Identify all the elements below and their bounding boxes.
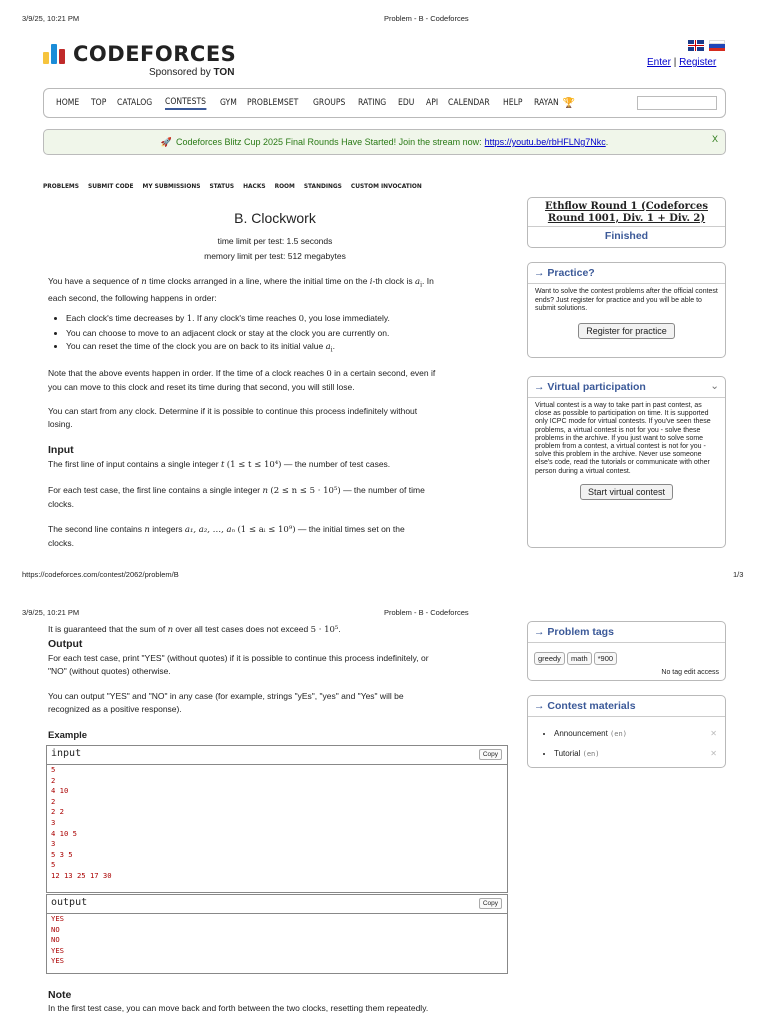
math-n: n [262, 486, 268, 496]
math-n: n [167, 625, 174, 635]
practice-title: → Practice? [528, 263, 725, 284]
tag-greedy[interactable]: greedy [534, 652, 565, 665]
auth-links [647, 57, 716, 68]
print-title-2: Problem - B - Codeforces [384, 608, 469, 617]
material-label[interactable]: Announcement [554, 729, 611, 738]
stmt-text: For each test case, print "YES" (without quotes) if it is possible to continue this process indefinitely, or [48, 653, 429, 663]
sample-output-label: output [51, 897, 88, 908]
logo-text: CODEFORCES [73, 42, 237, 66]
print-datetime: 3/9/25, 10:21 PM [22, 14, 80, 23]
math-a-range: (1 ≤ aᵢ ≤ 10⁹) [237, 525, 296, 535]
nav-search-input[interactable] [637, 96, 717, 110]
stmt-text: — the number of time [343, 485, 425, 495]
auth-separator: | [673, 57, 677, 68]
stmt-text: recognized as a positive response). [48, 704, 182, 714]
rocket-icon: 🚀 [160, 136, 172, 147]
sample-input-label: input [51, 748, 82, 759]
copy-input-button[interactable]: Copy [479, 749, 502, 760]
sample-output-lines [47, 914, 507, 967]
input-paragraph-1 [48, 458, 518, 472]
contest-title-link[interactable]: Ethflow Round 1 (Codeforces Round 1001, Div. 1 + Div. 2) [528, 198, 725, 227]
subnav-hacks[interactable]: HACKS [243, 182, 266, 190]
virtual-text: Virtual contest is a way to take part in past contest, as close as possible to participation on time. It is supported only ICPC mode for virtual contests. If you've seen these problems, a virtual contest is not for you - solve these problems in the archive. If you just want to solve some problem from a contest, a virtual contest is not for you - solve this problem in the archive. Never use someone else's code, read the tutorials or communicate with other person during a virtual contest. [535, 402, 711, 475]
statement-paragraph-3 [48, 405, 518, 431]
statement-paragraph-1: You have a sequence of n time clocks arranged in a line, where the initial time on the i-th clock is $a_i$. In each second, the following happens in order: [48, 276, 434, 303]
example-header: Example [48, 730, 88, 741]
guarantee-paragraph: It is guaranteed that the sum of n over all test cases does not exceed 5 · 10⁵. [48, 624, 341, 635]
time-limit: time limit per test: 1.5 seconds [217, 236, 333, 246]
subnav-room[interactable]: ROOM [274, 182, 295, 190]
banner-period: . [605, 137, 609, 147]
tag-rating-900[interactable]: *900 [594, 652, 617, 665]
stmt-text: For each test case, the first line contains a single integer [48, 485, 261, 495]
problem-title: B. Clockwork [234, 210, 316, 226]
tags-box [527, 621, 726, 681]
sample-line: 4 10 5 [51, 828, 77, 838]
memory-limit: memory limit per test: 512 megabytes [204, 251, 346, 261]
rule-item: • You can reset the time of the clock you are on back to its initial value $a_i$. [66, 340, 518, 357]
statement-paragraph-2 [48, 367, 518, 394]
remove-icon: ✕ [710, 729, 717, 738]
subnav-submit-code[interactable]: SUBMIT CODE [87, 182, 134, 190]
stmt-text: You can output "YES" and "NO" in any case (for example, strings "yEs", "yes" and "Yes" will be [48, 691, 404, 701]
print-url: https://codeforces.com/contest/2062/problem/B [22, 570, 179, 579]
math-a-list: a₁, a₂, …, aₙ [184, 525, 236, 535]
sample-line: YES [51, 956, 64, 966]
print-page: 1/3 [733, 570, 744, 579]
contest-box [527, 197, 726, 248]
stmt-text: -th clock is [372, 276, 413, 286]
logo-bars-icon [43, 44, 65, 64]
material-lang: (en) [582, 750, 600, 758]
enter-link[interactable]: Enter [647, 57, 671, 68]
practice-text: Want to solve the contest problems after the official contest ends? Just register for practice and you will be able to submit solutions. [535, 288, 718, 312]
announcement-banner [43, 129, 726, 155]
nav-item-edu[interactable]: EDU [398, 98, 415, 108]
rule-text: , you lose immediately. [304, 313, 390, 323]
math-zero: 0 [326, 369, 332, 379]
print-datetime-2: 3/9/25, 10:21 PM [22, 608, 80, 617]
sponsor-prefix: Sponsored by [149, 67, 211, 78]
sponsor-line [149, 67, 234, 78]
stmt-text: Note that the above events happen in order. If the time of a clock reaches [48, 368, 324, 378]
register-link[interactable]: Register [679, 57, 717, 68]
sample-line: YES [51, 914, 64, 923]
virtual-title-row[interactable] [528, 377, 725, 398]
stmt-text: You have a sequence of [48, 276, 139, 286]
nav-item-catalog[interactable]: CATALOG [116, 98, 153, 108]
sample-line: NO [51, 924, 60, 934]
note-text: In the first test case, you can move back and forth between the two clocks, resetting them repeatedly. [48, 1003, 429, 1013]
tags-note: No tag edit access [661, 669, 719, 676]
nav-item-top[interactable]: TOP [90, 98, 107, 108]
banner-link[interactable]: https://youtu.be/rbHFLNg7Nkc [484, 137, 606, 147]
sample-input-lines [47, 765, 507, 882]
banner-text: Codeforces Blitz Cup 2025 Final Rounds Have Started! Join the stream now: [175, 137, 482, 147]
virtual-box [527, 376, 726, 548]
stmt-text: losing. [48, 419, 73, 429]
stmt-text: clocks. [48, 538, 74, 548]
print-title: Problem - B - Codeforces [384, 14, 469, 23]
codeforces-logo[interactable] [43, 44, 236, 64]
tag-list [528, 643, 725, 666]
tag-math[interactable]: math [567, 652, 592, 665]
nav-item-rating[interactable]: RATING [358, 98, 387, 108]
rule-text: You can reset the time of the clock you are on back to its initial value [66, 341, 324, 351]
stmt-text: "NO" (without quotes) otherwise. [48, 666, 171, 676]
rule-item [66, 327, 518, 341]
input-paragraph-3 [48, 523, 518, 550]
stmt-text: It is guaranteed that the sum of [48, 624, 166, 634]
russian-flag-icon[interactable] [709, 40, 725, 51]
subnav-custom-invocation[interactable]: CUSTOM INVOCATION [350, 182, 422, 190]
sample-line: YES [51, 945, 64, 955]
math-zero: 0 [298, 314, 305, 324]
main-nav [43, 88, 726, 118]
nav-item-contests[interactable]: CONTESTS [165, 97, 206, 110]
input-paragraph-2 [48, 484, 518, 511]
nav-item-gym[interactable]: GYM [219, 98, 237, 108]
trophy-icon: 🏆 [562, 97, 575, 109]
tags-title: → Problem tags [528, 622, 725, 643]
remove-icon: ✕ [710, 749, 717, 758]
stmt-text: — the number of test cases. [283, 459, 391, 469]
materials-title: → Contest materials [528, 696, 725, 717]
nav-item-rayan[interactable]: RAYAN [534, 98, 559, 108]
rule-text: You can choose to move to an adjacent clock or stay at the clock you are currently on. [66, 327, 390, 338]
materials-box [527, 695, 726, 768]
rule-text: Each clock's time decreases by [66, 313, 185, 323]
sample-line: 5 3 5 [51, 849, 73, 859]
sample-line: 12 13 25 17 30 [51, 870, 112, 880]
nav-item-home[interactable]: HOME [56, 98, 80, 108]
sample-line: 2 [51, 775, 56, 785]
nav-item-api[interactable]: API [425, 98, 438, 108]
virtual-title: → Virtual participation [534, 381, 646, 393]
math-i: i [369, 277, 373, 287]
math-sum-limit: 5 · 10⁵ [310, 625, 339, 635]
sample-line: 2 [51, 796, 56, 806]
stmt-text: over all test cases does not exceed [175, 624, 309, 634]
nav-item-problemset[interactable]: PROBLEMSET [247, 98, 299, 108]
math-n-range: (2 ≤ n ≤ 5 · 10⁵) [270, 486, 341, 496]
start-virtual-button[interactable]: Start virtual contest [580, 484, 673, 500]
nav-item-help[interactable]: HELP [503, 98, 523, 108]
stmt-text: . In [422, 276, 434, 286]
math-t: t [220, 460, 225, 470]
material-lang: (en) [610, 730, 627, 738]
stmt-text: You can start from any clock. Determine if it is possible to continue this process indefinitely without [48, 406, 418, 416]
subnav-standings[interactable]: STANDINGS [303, 182, 342, 190]
sample-output-box [46, 894, 508, 974]
material-item[interactable] [554, 724, 717, 744]
nav-item-calendar[interactable]: CALENDAR [448, 98, 490, 108]
sample-line: 3 [51, 839, 56, 849]
output-paragraph [48, 652, 518, 678]
sample-line: 4 10 [51, 786, 69, 796]
sample-line: NO [51, 935, 60, 945]
case-paragraph [48, 690, 518, 716]
banner-close-button[interactable]: X [711, 134, 718, 144]
copy-output-button[interactable]: Copy [479, 898, 502, 909]
rule-text: . If any clock's time reaches [192, 313, 297, 323]
math-n: n [141, 277, 147, 287]
stmt-text: each second, the following happens in order: [48, 292, 217, 303]
stmt-text: The first line of input contains a single integer [48, 459, 219, 469]
sample-line: 5 [51, 765, 56, 774]
english-flag-icon[interactable] [688, 40, 704, 51]
subnav-problems[interactable]: PROBLEMS [43, 182, 79, 190]
input-header: Input [48, 444, 74, 456]
sample-input-header [47, 746, 507, 765]
math-a: a [415, 277, 421, 287]
sample-output-header [47, 895, 507, 914]
practice-box [527, 262, 726, 358]
stmt-text: in a certain second, even if [334, 368, 436, 378]
materials-list [528, 717, 725, 764]
subnav-my-submissions[interactable]: MY SUBMISSIONS [142, 182, 201, 190]
sample-line: 5 [51, 860, 56, 870]
math-t-range: (1 ≤ t ≤ 10⁴) [226, 460, 282, 470]
stmt-text: time clocks arranged in a line, where the initial time on the [149, 276, 368, 286]
problem-subnav [43, 182, 422, 190]
math-one: 1 [186, 314, 193, 324]
material-label[interactable]: Tutorial [554, 749, 583, 758]
sponsor-name: TON [213, 67, 235, 78]
stmt-text: integers [152, 524, 183, 534]
math-a: a [325, 342, 331, 352]
nav-item-groups[interactable]: GROUPS [313, 98, 346, 108]
contest-status: Finished [604, 230, 649, 242]
subnav-status[interactable]: STATUS [209, 182, 235, 190]
stmt-text: — the initial times set on the [297, 524, 405, 534]
rules-list [48, 312, 518, 357]
math-n: n [144, 525, 150, 535]
stmt-text: clocks. [48, 499, 74, 509]
sample-line: 2 2 [51, 807, 64, 817]
material-item[interactable] [554, 744, 717, 764]
sample-line: 3 [51, 817, 56, 827]
note-header: Note [48, 989, 72, 1001]
output-header: Output [48, 638, 83, 650]
rule-item [66, 312, 518, 327]
sample-input-box [46, 745, 508, 893]
register-practice-button[interactable]: Register for practice [578, 323, 675, 339]
stmt-text: you can move to this clock and reset its time during that second, you will still lose. [48, 382, 355, 392]
stmt-text: The second line contains [48, 524, 143, 534]
chevron-down-icon[interactable]: ⌄ [710, 380, 719, 392]
